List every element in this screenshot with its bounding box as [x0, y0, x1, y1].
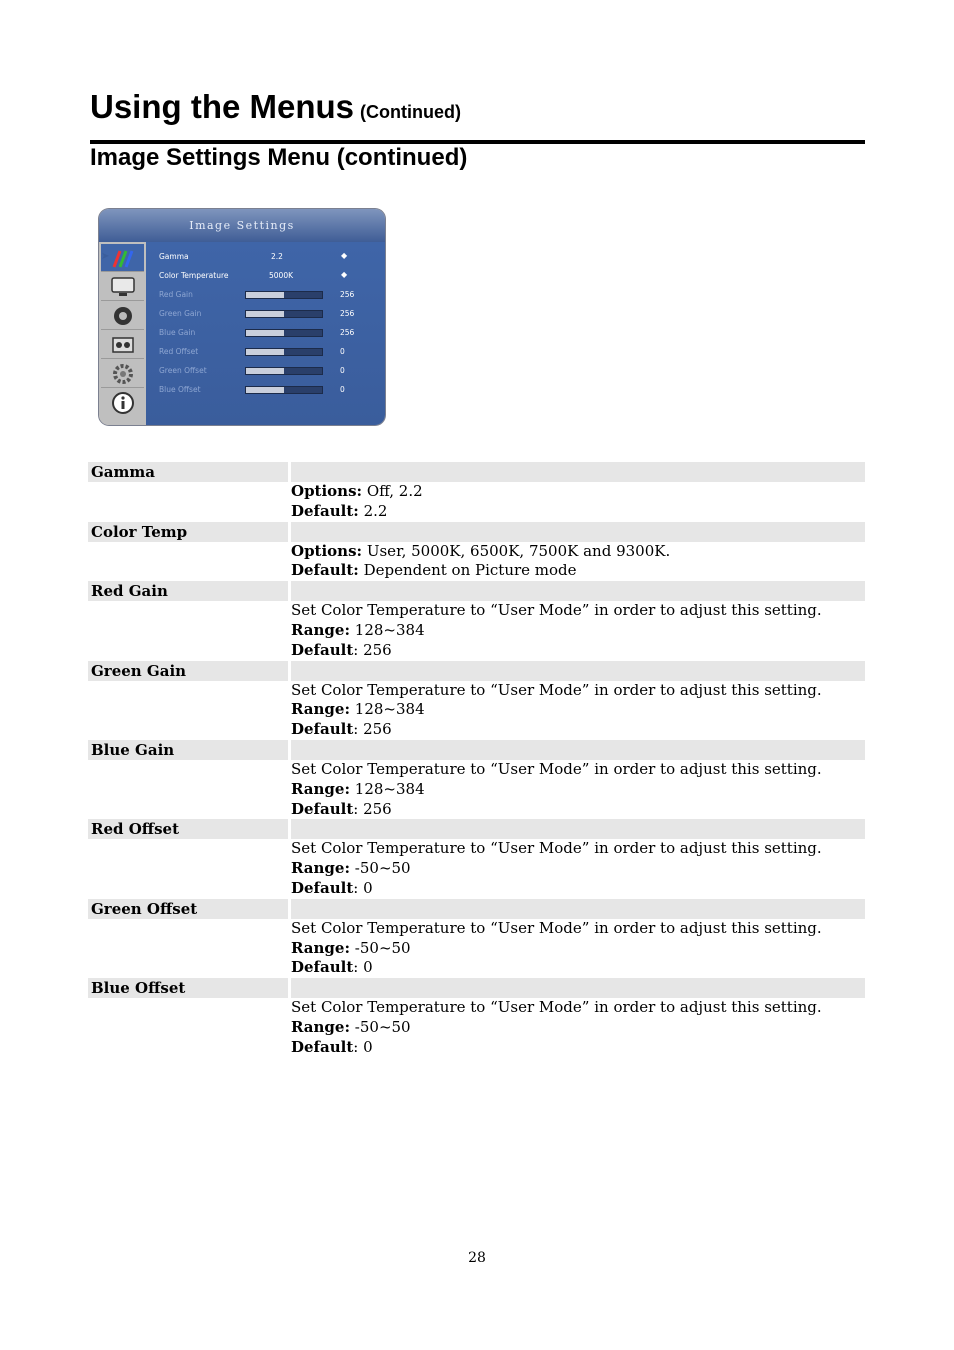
setting-line-label: Range: [291, 620, 351, 639]
osd-row-red-offset[interactable] [159, 347, 379, 359]
osd-row-value: 256 [340, 328, 355, 337]
osd-row-value: 0 [340, 385, 345, 394]
setting-line-label: Range: [291, 859, 351, 878]
setting-description-line [291, 780, 865, 800]
setting-description [88, 760, 865, 819]
setting-name: Green Gain [91, 661, 187, 680]
osd-row-green-offset[interactable] [159, 366, 379, 378]
setting-header-spacer [291, 581, 865, 601]
setting-line-text: User, 5000K, 6500K, 7500K and 9300K. [362, 541, 671, 560]
setting-description-line [291, 601, 865, 621]
setting-description-line [291, 859, 865, 879]
setting-line-text: Set Color Temperature to “User Mode” in order to adjust this setting. [291, 601, 822, 620]
page-title-suffix: (Continued) [360, 102, 461, 122]
setting-line-text: Set Color Temperature to “User Mode” in order to adjust this setting. [291, 998, 822, 1017]
section-title: Image Settings Menu (continued) [90, 144, 468, 171]
osd-row-value: 256 [340, 309, 355, 318]
setting-description-line [291, 561, 865, 581]
setting-line-label: Options: [291, 482, 363, 500]
settings-table [88, 462, 865, 1058]
osd-slider-fill [246, 349, 284, 355]
setting-name: Green Offset [91, 899, 198, 918]
osd-row-label: Red Offset [159, 347, 199, 356]
osd-tab-settings[interactable] [101, 360, 144, 388]
setting-description [88, 681, 865, 740]
osd-slider[interactable] [245, 310, 323, 318]
setting-header-spacer [291, 819, 865, 839]
setting-line-label: Default [291, 1037, 354, 1056]
setting-line-text: : 0 [353, 878, 373, 897]
setting-line-text: Set Color Temperature to “User Mode” in order to adjust this setting. [291, 839, 822, 858]
osd-row-label: Color Temperature [159, 271, 229, 280]
setting-line-label: Default [291, 958, 354, 977]
osd-row-label: Blue Gain [159, 328, 196, 337]
picture-icon [110, 247, 136, 269]
setting-description-line [291, 542, 865, 562]
osd-slider-fill [246, 387, 284, 393]
setting-description-line [291, 641, 865, 661]
setting-header-row [88, 522, 865, 542]
setting-description-line [291, 1018, 865, 1038]
setting-line-text: 2.2 [358, 501, 388, 520]
setting-line-text: 128~384 [350, 700, 425, 719]
page-title [90, 88, 461, 126]
setting-name: Blue Offset [91, 979, 186, 998]
setting-name: Blue Gain [91, 740, 175, 759]
setting-line-text: 128~384 [350, 620, 425, 639]
osd-title: Image Settings [189, 219, 295, 232]
setting-description-line [291, 502, 865, 522]
osd-row-label: Green Gain [159, 309, 202, 318]
osd-slider[interactable] [245, 329, 323, 337]
info-icon [110, 391, 136, 415]
setting-description-line [291, 760, 865, 780]
setting-line-text: -50~50 [350, 859, 411, 878]
setting-description-line [291, 998, 865, 1018]
page-title-text: Using the Menus [90, 88, 355, 125]
diamond-icon: ◆ [341, 270, 348, 279]
setting-description-line [291, 800, 865, 820]
setting-line-label: Range: [291, 700, 351, 719]
setting-line-label: Default [291, 799, 354, 818]
diamond-icon: ◆ [341, 251, 348, 260]
osd-tab-audio[interactable] [101, 302, 144, 330]
setting-header-row [88, 899, 865, 919]
osd-slider-fill [246, 311, 284, 317]
osd-tab-strip [99, 242, 146, 425]
selected-tab-pointer-icon: ➤ [101, 251, 110, 262]
setting-line-label: Default: [291, 561, 359, 580]
osd-row-gamma[interactable] [159, 252, 379, 264]
setting-line-text: Set Color Temperature to “User Mode” in order to adjust this setting. [291, 918, 822, 937]
page-number: 28 [468, 1250, 486, 1266]
osd-slider-fill [246, 292, 284, 298]
source-icon [109, 333, 137, 357]
settings-icon [110, 362, 136, 386]
osd-tab-source[interactable] [101, 331, 144, 359]
setting-header-spacer [291, 899, 865, 919]
osd-slider[interactable] [245, 348, 323, 356]
setting-description-line [291, 939, 865, 959]
setting-line-text: -50~50 [350, 1017, 411, 1036]
setting-name: Color Temp [91, 522, 188, 541]
osd-slider[interactable] [245, 367, 323, 375]
setting-line-text: -50~50 [350, 938, 411, 957]
setting-name: Gamma [91, 463, 155, 481]
setting-line-text: Set Color Temperature to “User Mode” in order to adjust this setting. [291, 759, 822, 778]
setting-line-label: Range: [291, 938, 351, 957]
osd-row-blue-gain[interactable] [159, 328, 379, 340]
osd-tab-info[interactable] [101, 389, 144, 416]
setting-header-spacer [291, 740, 865, 760]
setting-line-text: Off, 2.2 [362, 482, 423, 500]
setting-description-line [291, 839, 865, 859]
setting-description-line [291, 958, 865, 978]
setting-description-line [291, 482, 865, 502]
osd-row-color-temperature[interactable] [159, 271, 379, 283]
setting-header-spacer [291, 661, 865, 681]
setting-description-line [291, 700, 865, 720]
image-settings-osd [99, 209, 385, 425]
setting-description-line [291, 1038, 865, 1058]
setting-description-line [291, 919, 865, 939]
setting-line-text: Dependent on Picture mode [358, 561, 577, 580]
osd-row-value: 2.2 [271, 252, 283, 261]
osd-slider[interactable] [245, 386, 323, 394]
osd-row-value: 0 [340, 366, 345, 375]
setting-name: Red Gain [91, 582, 168, 601]
setting-description-line [291, 681, 865, 701]
osd-slider-fill [246, 368, 284, 374]
setting-description [88, 919, 865, 978]
osd-tab-display[interactable] [101, 273, 144, 301]
osd-row-value: 5000K [269, 271, 294, 280]
setting-line-text: Set Color Temperature to “User Mode” in order to adjust this setting. [291, 680, 822, 699]
setting-line-text: 128~384 [350, 779, 425, 798]
setting-line-text: : 0 [353, 958, 373, 977]
osd-row-label: Red Gain [159, 290, 193, 299]
setting-header-spacer [291, 978, 865, 998]
osd-row-red-gain[interactable] [159, 290, 379, 302]
setting-header-row [88, 819, 865, 839]
display-icon [109, 275, 137, 299]
setting-line-label: Default [291, 640, 354, 659]
osd-slider[interactable] [245, 291, 323, 299]
setting-line-text: : 256 [353, 720, 392, 739]
setting-description-line [291, 879, 865, 899]
setting-line-text: : 256 [353, 640, 392, 659]
setting-header-row [88, 978, 865, 998]
osd-row-label: Blue Offset [159, 385, 201, 394]
osd-row-green-gain[interactable] [159, 309, 379, 321]
setting-header-row [88, 740, 865, 760]
setting-description-line [291, 720, 865, 740]
audio-icon [110, 304, 136, 328]
setting-description [88, 998, 865, 1057]
setting-header-spacer [291, 522, 865, 542]
setting-line-label: Default [291, 720, 354, 739]
osd-row-blue-offset[interactable] [159, 385, 379, 397]
setting-line-label: Default [291, 878, 354, 897]
setting-header-row [88, 581, 865, 601]
osd-row-value: 0 [340, 347, 345, 356]
setting-line-label: Range: [291, 779, 351, 798]
setting-line-label: Range: [291, 1017, 351, 1036]
setting-line-label: Default: [291, 501, 359, 520]
setting-name: Red Offset [91, 820, 180, 839]
setting-header-row [88, 661, 865, 681]
osd-row-label: Gamma [159, 252, 189, 261]
setting-line-text: : 256 [353, 799, 392, 818]
osd-row-label: Green Offset [159, 366, 207, 375]
setting-description [88, 601, 865, 660]
osd-slider-fill [246, 330, 284, 336]
setting-line-label: Options: [291, 541, 363, 560]
setting-description [88, 542, 865, 582]
setting-description-line [291, 621, 865, 641]
osd-row-value: 256 [340, 290, 355, 299]
setting-description [88, 482, 865, 522]
setting-header-spacer [291, 462, 865, 482]
setting-description [88, 839, 865, 898]
setting-header-row [88, 462, 865, 482]
setting-line-text: : 0 [353, 1037, 373, 1056]
